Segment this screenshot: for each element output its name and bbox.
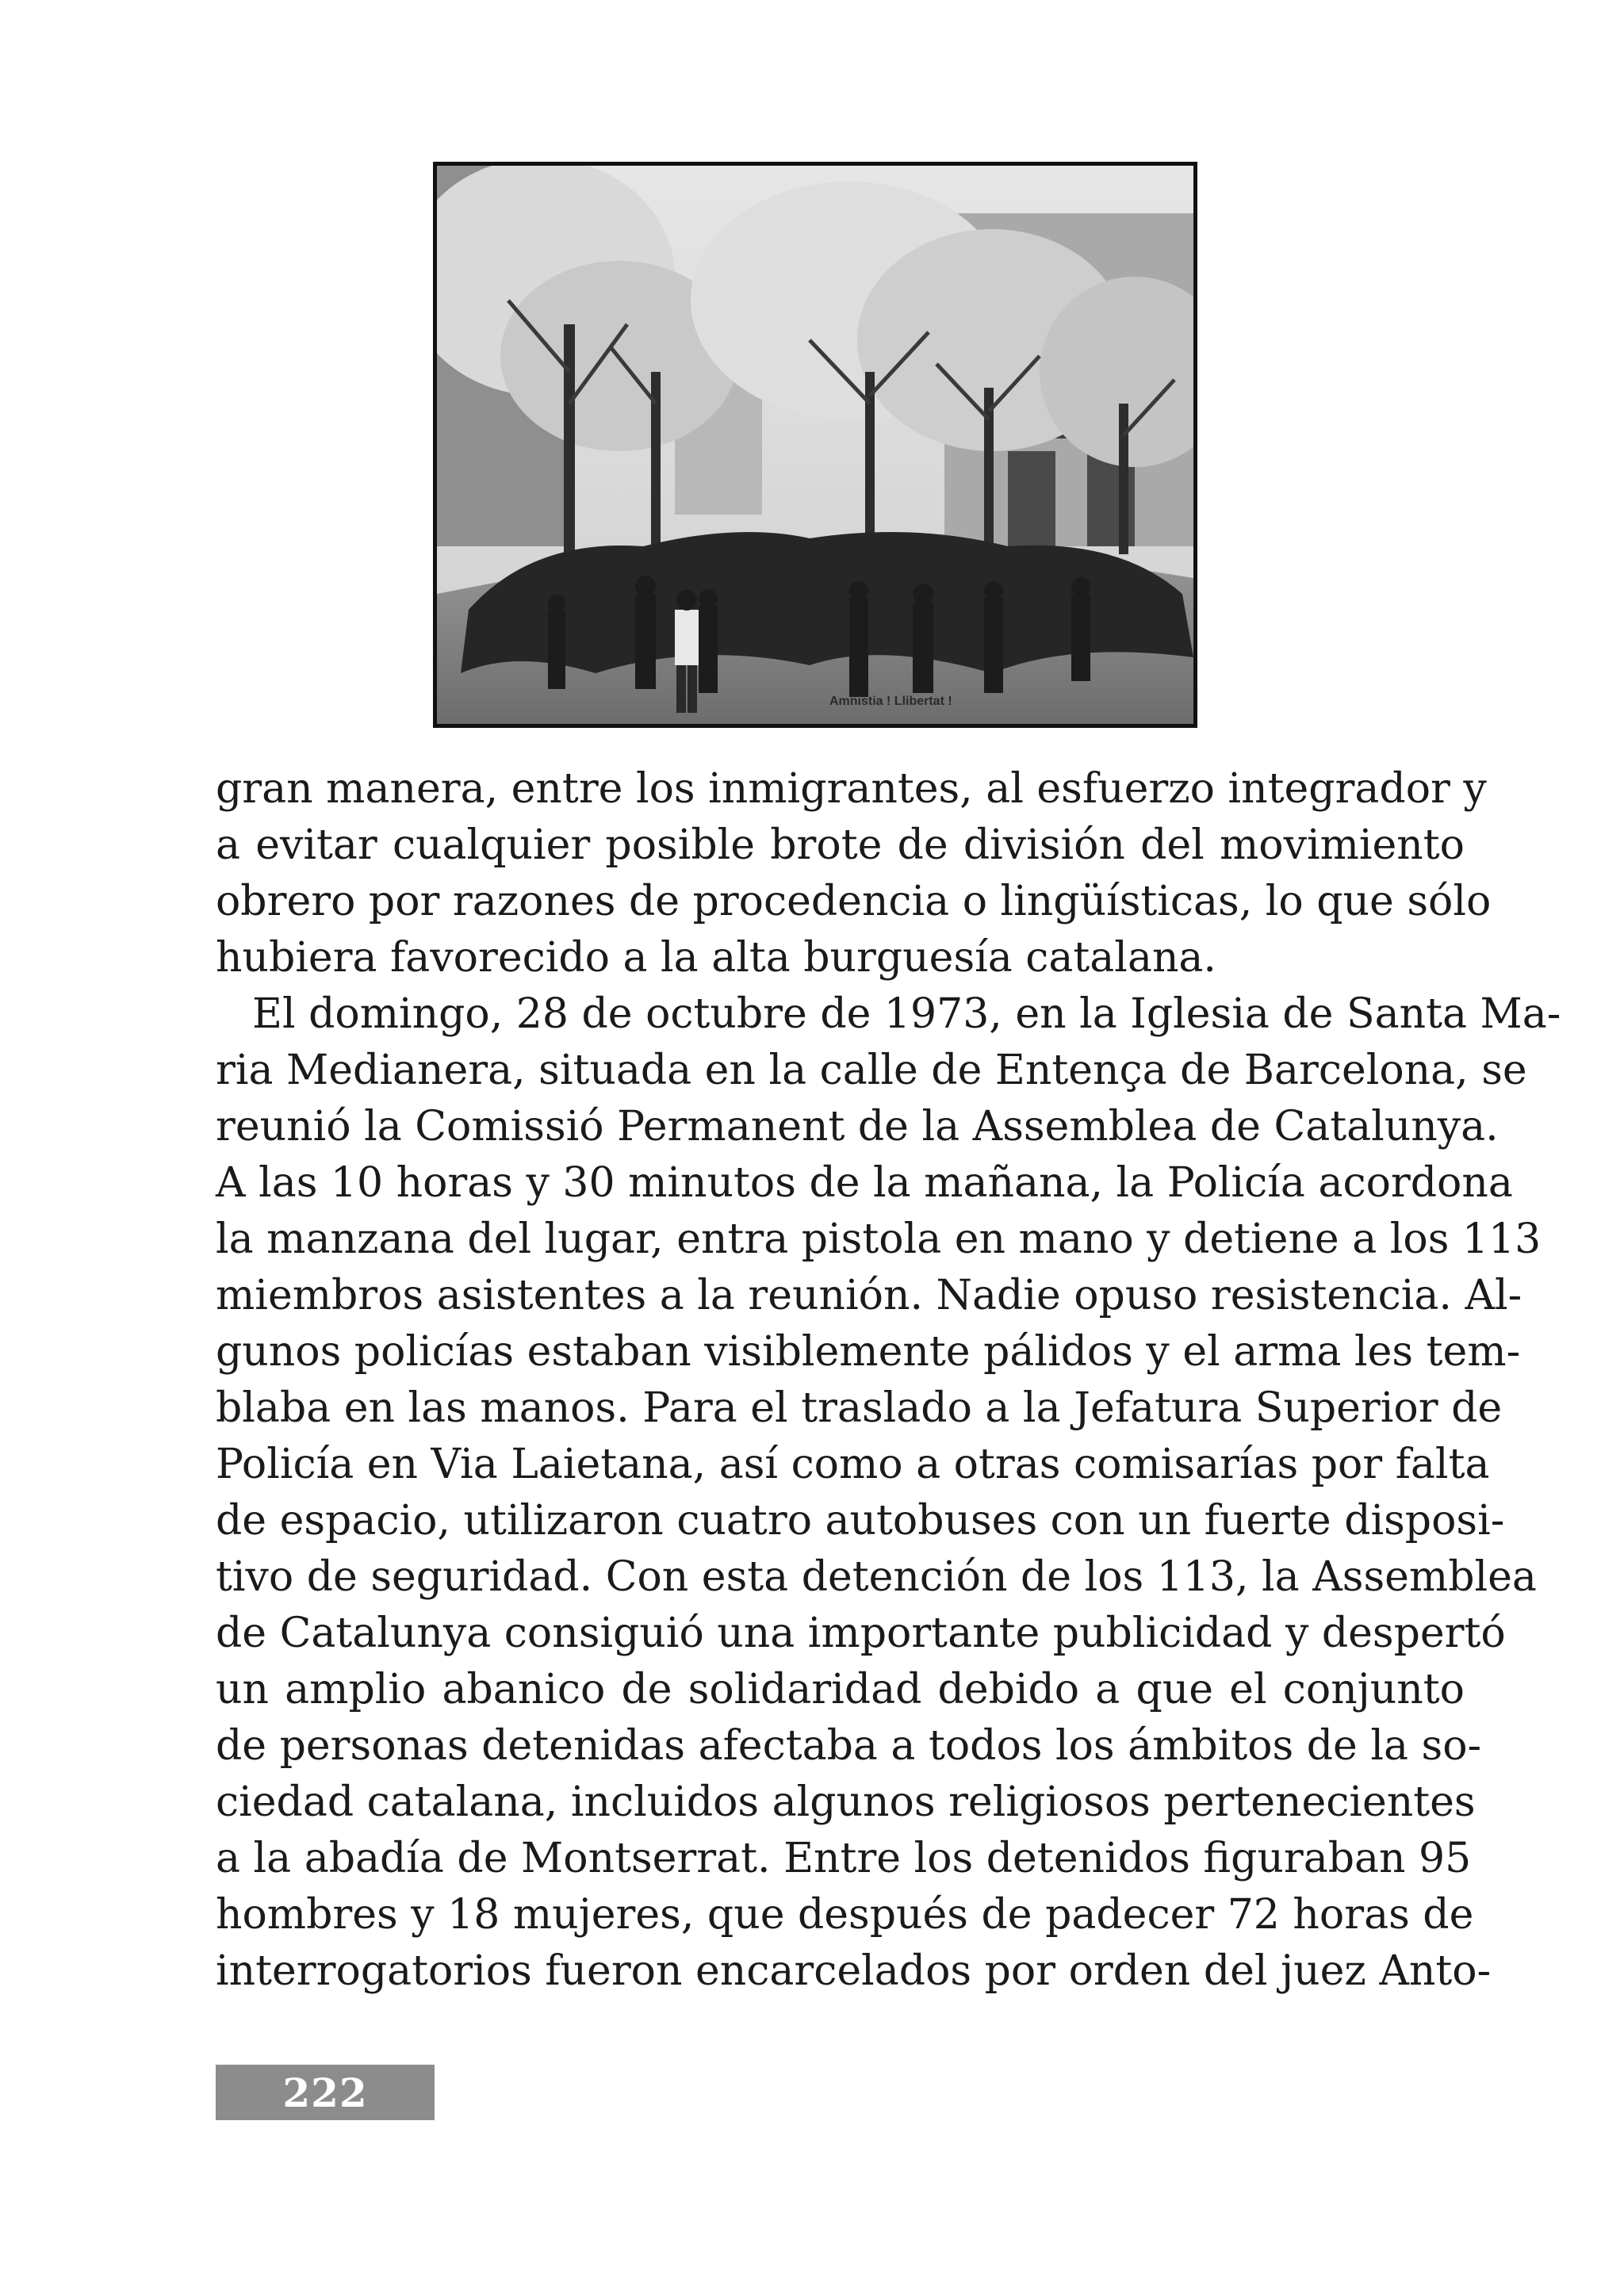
- street-protest-photo: [433, 162, 1197, 728]
- text-line: interrogatorios fueron encarcelados por orden del juez Anto-: [216, 1947, 1492, 1995]
- text-line: reunió la Comissió Permanent de la Assemblea de Catalunya.: [216, 1103, 1499, 1150]
- text-line: a la abadía de Montserrat. Entre los detenidos figuraban 95: [216, 1835, 1472, 1882]
- photo-illustration: [437, 166, 1193, 724]
- text-line: El domingo, 28 de octubre de 1973, en la Iglesia de Santa Ma-: [252, 990, 1561, 1038]
- text-line: gran manera, entre los inmigrantes, al esfuerzo integrador y: [216, 765, 1487, 813]
- body-text: [216, 761, 1561, 2000]
- text-line: hombres y 18 mujeres, que después de padecer 72 horas de: [216, 1891, 1474, 1939]
- text-line: A las 10 horas y 30 minutos de la mañana, la Policía acordona: [216, 1159, 1513, 1207]
- text-line: ciedad catalana, incluidos algunos religiosos pertenecientes: [216, 1778, 1476, 1826]
- text-line: de espacio, utilizaron cuatro autobuses con un fuerte disposi-: [216, 1497, 1505, 1545]
- text-line: miembros asistentes a la reunión. Nadie opuso resistencia. Al-: [216, 1272, 1522, 1319]
- text-line: ria Medianera, situada en la calle de Entença de Barcelona, se: [216, 1047, 1527, 1094]
- text-line: a evitar cualquier posible brote de división del movimiento: [216, 821, 1465, 869]
- text-line: hubiera favorecido a la alta burguesía catalana.: [216, 934, 1216, 982]
- text-line: Policía en Via Laietana, así como a otras comisarías por falta: [216, 1441, 1490, 1488]
- text-line: de Catalunya consiguió una importante publicidad y despertó: [216, 1610, 1506, 1657]
- page-number-box: [216, 2065, 435, 2120]
- text-line: tivo de seguridad. Con esta detención de los 113, la Assemblea: [216, 1553, 1537, 1601]
- text-line: de personas detenidas afectaba a todos los ámbitos de la so-: [216, 1722, 1482, 1770]
- text-line: un amplio abanico de solidaridad debido a que el conjunto: [216, 1666, 1465, 1713]
- text-line: blaba en las manos. Para el traslado a la Jefatura Superior de: [216, 1384, 1503, 1432]
- photo-caption: Amnistia ! Llibertat !: [829, 695, 952, 708]
- text-line: obrero por razones de procedencia o lingüísticas, lo que sólo: [216, 878, 1492, 925]
- text-line: gunos policías estaban visiblemente pálidos y el arma les tem-: [216, 1328, 1521, 1376]
- page-number: 222: [282, 2069, 368, 2116]
- text-line: la manzana del lugar, entra pistola en mano y detiene a los 113: [216, 1215, 1542, 1263]
